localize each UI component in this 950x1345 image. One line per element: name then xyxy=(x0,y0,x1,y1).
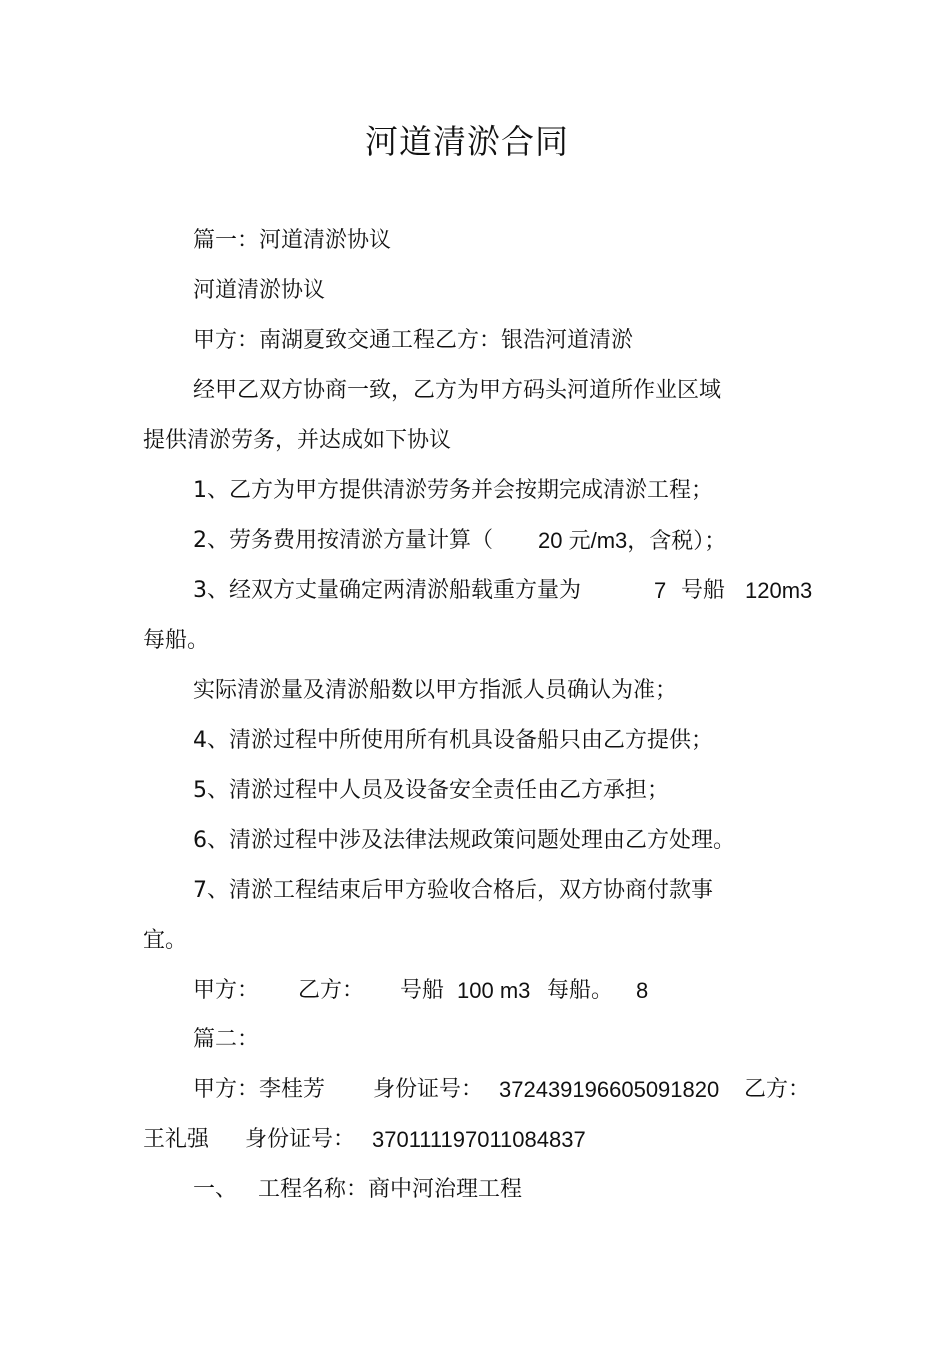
line-text: 7、清淤工程结束后甲方验收合格后，双方协商付款事 xyxy=(193,878,713,903)
line-text: 号船 xyxy=(400,978,445,1003)
clause-7 xyxy=(0,871,950,911)
clause-4 xyxy=(0,721,950,761)
clause-3 xyxy=(0,571,950,611)
line-text: 篇二： xyxy=(193,1027,260,1052)
line-text: 7 xyxy=(654,578,667,603)
line-text: 5、清淤过程中人员及设备安全责任由乙方承担； xyxy=(193,778,669,803)
clause-5 xyxy=(0,771,950,811)
line-text: 工程名称：商中河治理工程 xyxy=(258,1177,523,1202)
clause-3-note xyxy=(0,671,950,711)
line-text: 王礼强 xyxy=(143,1127,210,1152)
line-text: 一、 xyxy=(193,1177,238,1202)
intro-paragraph-line-2 xyxy=(0,421,950,461)
party-b-line xyxy=(0,1120,950,1160)
parties-line xyxy=(0,321,950,361)
project-name-line xyxy=(0,1170,950,1210)
clause-1 xyxy=(0,471,950,511)
line-text: 370111197011084837 xyxy=(372,1127,586,1152)
line-text: 每船。 xyxy=(143,628,210,653)
line-text: 2、劳务费用按清淤方量计算（ xyxy=(193,528,493,553)
line-text: 乙方： xyxy=(298,978,365,1003)
clause-2 xyxy=(0,521,950,561)
intro-paragraph-line-1 xyxy=(0,371,950,411)
line-text: 20 元/m3，含税）； xyxy=(538,528,727,553)
clause-7-continued xyxy=(0,921,950,961)
line-text: 宜。 xyxy=(143,928,188,953)
party-a-line xyxy=(0,1070,950,1110)
line-text: 号船 xyxy=(681,578,726,603)
line-text: 河道清淤协议 xyxy=(193,278,326,303)
line-text: 实际清淤量及清淤船数以甲方指派人员确认为准； xyxy=(193,678,678,703)
line-text: 甲方： xyxy=(193,978,260,1003)
line-text: 100 m3 xyxy=(457,978,531,1003)
clause-3-continued xyxy=(0,621,950,661)
line-text: 1、乙方为甲方提供清淤劳务并会按期完成清淤工程； xyxy=(193,478,713,503)
line-text: 乙方： xyxy=(744,1077,811,1102)
line-text: 篇一：河道清淤协议 xyxy=(193,228,392,253)
line-text: 6、清淤过程中涉及法律法规政策问题处理由乙方处理。 xyxy=(193,828,735,853)
agreement-heading xyxy=(0,271,950,311)
line-text: 甲方：南湖夏致交通工程乙方：银浩河道清淤 xyxy=(193,328,634,353)
document-title: 河道清淤合同 xyxy=(365,122,569,161)
line-text: 提供清淤劳务，并达成如下协议 xyxy=(143,428,452,453)
line-text: 身份证号： xyxy=(373,1077,484,1102)
clause-6 xyxy=(0,821,950,861)
line-text: 经甲乙双方协商一致，乙方为甲方码头河道所作业区域 xyxy=(193,378,722,403)
line-text: 身份证号： xyxy=(245,1127,356,1152)
line-text: 372439196605091820 xyxy=(499,1077,720,1102)
line-text: 每船。 xyxy=(547,978,614,1003)
line-text: 4、清淤过程中所使用所有机具设备船只由乙方提供； xyxy=(193,728,713,753)
section-heading-2 xyxy=(0,1020,950,1060)
line-text: 120m3 xyxy=(745,578,813,603)
signature-line xyxy=(0,971,950,1011)
line-text: 3、经双方丈量确定两清淤船载重方量为 xyxy=(193,578,581,603)
section-heading-1 xyxy=(0,221,950,261)
line-text: 8 xyxy=(636,978,649,1003)
line-text: 甲方：李桂芳 xyxy=(193,1077,326,1102)
